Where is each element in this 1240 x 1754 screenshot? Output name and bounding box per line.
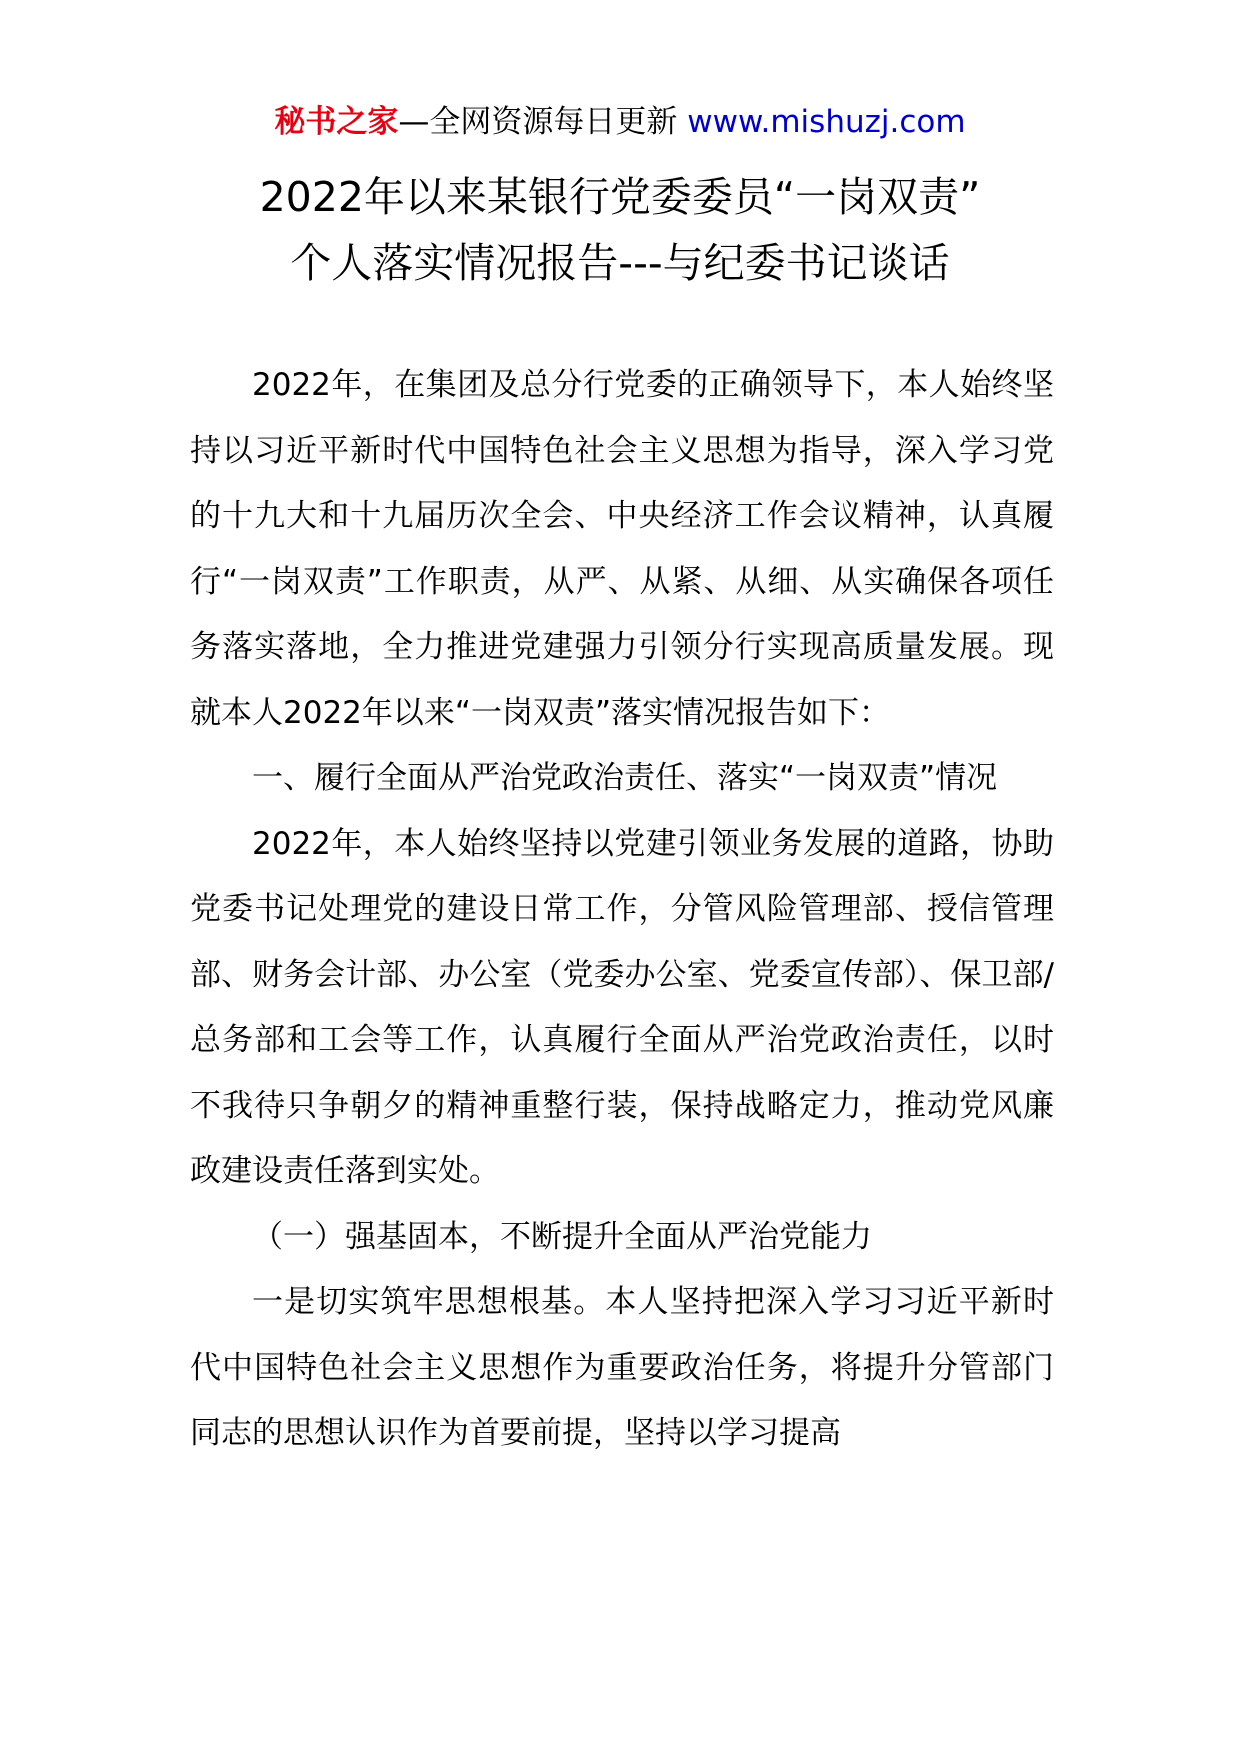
brand-name: 秘书之家 — [274, 104, 399, 140]
section-1-paragraph: 2022年，本人始终坚持以党建引领业务发展的道路，协助党委书记处理党的建设日常工作，分管风险管理部、授信管理部、财务会计部、办公室（党委办公室、党委宣传部）、保卫部/总务部和工会等工作，认真履行全面从严治党政治责任，以时不我待只争朝夕的精神重整行装，保持战略定力，推动党风廉政建设责任落到实处。 — [190, 825, 1054, 1189]
document-body — [190, 353, 1054, 1467]
site-url-link[interactable]: www.mishuzj.com — [687, 104, 966, 140]
subsection-1-paragraph: 一是切实筑牢思想根基。本人坚持把深入学习习近平新时代中国特色社会主义思想作为重要政治任务，将提升分管部门同志的思想认识作为首要前提，坚持以学习提高 — [190, 1284, 1054, 1451]
document-title — [0, 164, 1240, 296]
section-heading-1: 一、履行全面从严治党政治责任、落实“一岗双责”情况 — [252, 760, 998, 796]
intro-paragraph: 2022年，在集团及总分行党委的正确领导下，本人始终坚持以习近平新时代中国特色社会主义思想为指导，深入学习党的十九大和十九届历次全会、中央经济工作会议精神，认真履行“一岗双责”工作职责，从严、从紧、从细、从实确保各项任务落实落地，全力推进党建强力引领分行实现高质量发展。现就本人2022年以来“一岗双责”落实情况报告如下： — [190, 367, 1054, 731]
site-header — [0, 100, 1240, 144]
header-tagline: —全网资源每日更新 — [398, 104, 678, 140]
subsection-heading-1: （一）强基固本，不断提升全面从严治党能力 — [252, 1218, 872, 1255]
title-line-1: 2022年以来某银行党委委员“一岗双责” — [259, 173, 981, 221]
title-line-2: 个人落实情况报告---与纪委书记谈话 — [290, 239, 950, 287]
